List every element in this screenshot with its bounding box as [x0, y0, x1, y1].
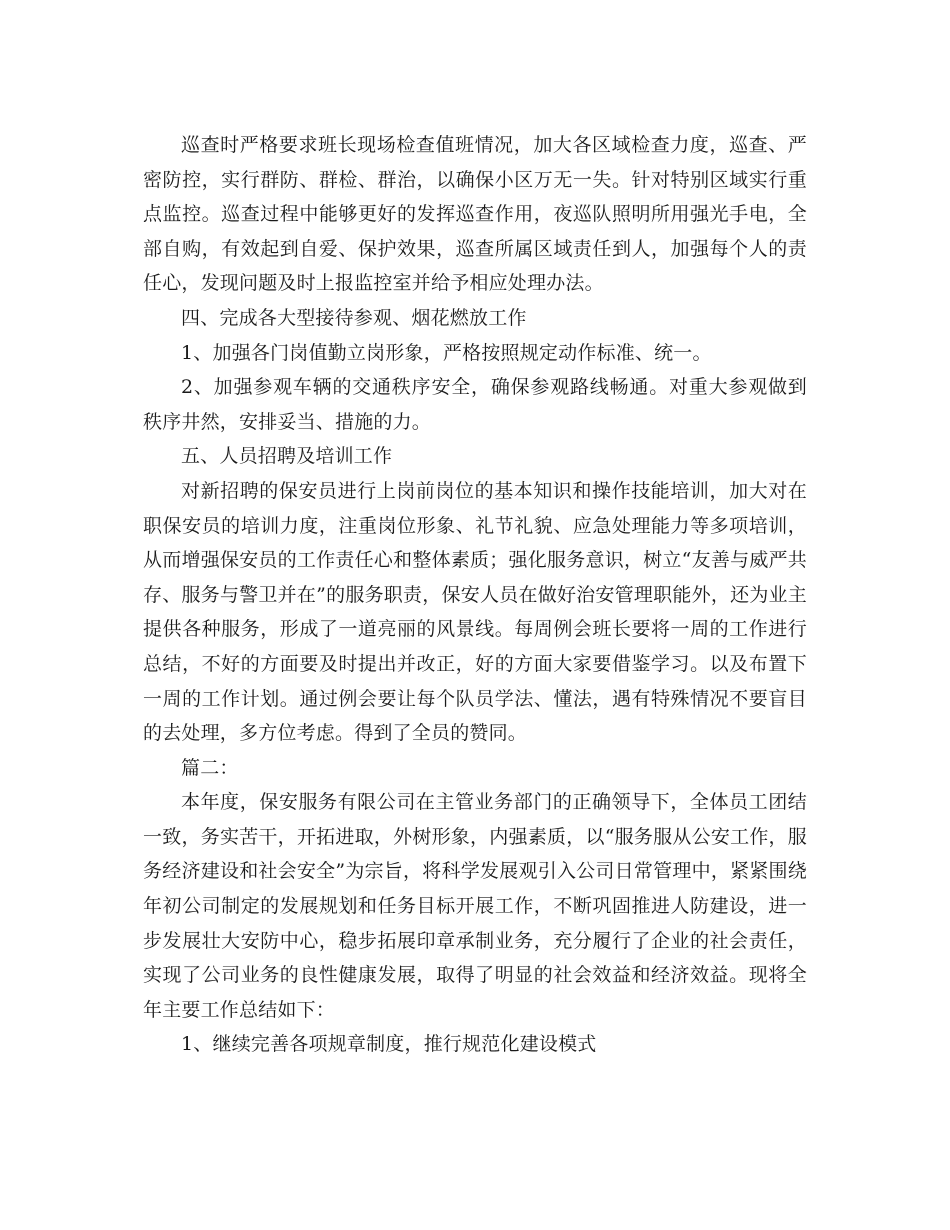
- document-body: [143, 128, 807, 1062]
- heading-section-four: 四、完成各大型接待参观、烟花燃放工作: [181, 306, 527, 329]
- paragraph-annual-summary: 本年度，保安服务有限公司在主管业务部门的正确领导下，全体员工团结一致，务实苦干，开拓进取，外树形象，内强素质，以“服务服从公安工作，服务经济建设和社会安全”为宗旨，将科学发展观引入公司日常管理中，紧紧围绕年初公司制定的发展规划和任务目标开展工作，不断巩固推进人防建设，进一步发展壮大安防中心，稳步拓展印章承制业务，充分履行了企业的社会责任，实现了公司业务的良性健康发展，取得了明显的社会效益和经济效益。现将全年主要工作总结如下：: [143, 791, 807, 1021]
- list-item-rules: 1、继续完善各项规章制度，推行规范化建设模式: [181, 1033, 597, 1056]
- list-item-2: 2、加强参观车辆的交通秩序安全，确保参观路线畅通。对重大参观做到秩序井然，安排妥当、措施的力。: [143, 376, 807, 433]
- heading-section-five: 五、人员招聘及培训工作: [181, 445, 393, 468]
- paragraph-training: 对新招聘的保安员进行上岗前岗位的基本知识和操作技能培训，加大对在职保安员的培训力度，注重岗位形象、礼节礼貌、应急处理能力等多项培训，从而增强保安员的工作责任心和整体素质；强化服务意识，树立“友善与威严共存、服务与警卫并在”的服务职责，保安人员在做好治安管理职能外，还为业主提供各种服务，形成了一道亮丽的风景线。每周例会班长要将一周的工作进行总结，不好的方面要及时提出并改正，好的方面大家要借鉴学习。以及布置下一周的工作计划。通过例会要让每个队员学法、懂法，遇有特殊情况不要盲目的去处理，多方位考虑。得到了全员的赞同。: [143, 479, 807, 745]
- list-item-1: 1、加强各门岗值勤立岗形象，严格按照规定动作标准、统一。: [181, 341, 712, 364]
- paragraph-patrol: 巡查时严格要求班长现场检查值班情况，加大各区域检查力度，巡查、严密防控，实行群防、群检、群治，以确保小区万无一失。针对特别区域实行重点监控。巡查过程中能够更好的发挥巡查作用，夜巡队照明所用强光手电，全部自购，有效起到自爱、保护效果，巡查所属区域责任到人，加强每个人的责任心，发现问题及时上报监控室并给予相应处理办法。: [143, 134, 807, 295]
- heading-part-two: 篇二：: [181, 756, 239, 779]
